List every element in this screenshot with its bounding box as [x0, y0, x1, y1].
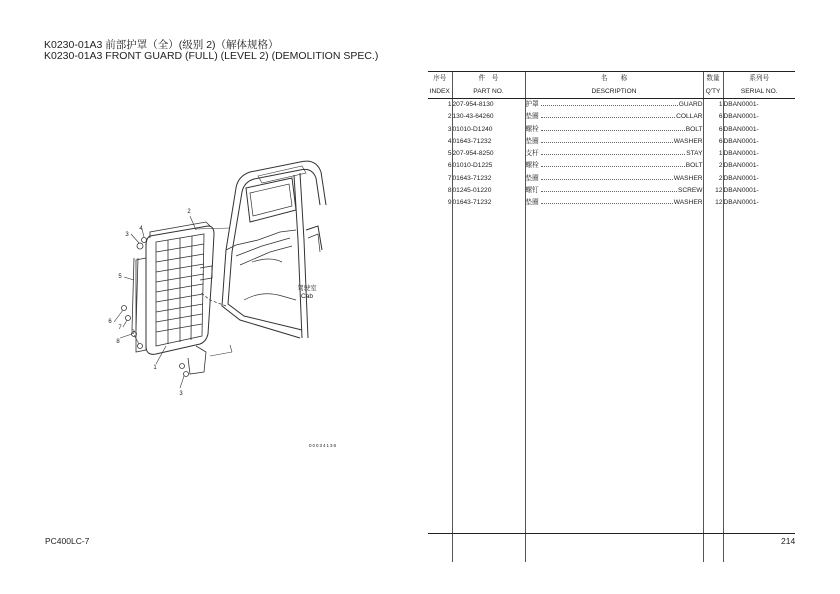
row-part-no: 01643-71232 — [452, 136, 525, 148]
row-desc-en: WASHER — [673, 137, 703, 145]
col-header-desc-cn: 名 称 — [525, 72, 703, 86]
row-index: 3 — [447, 125, 452, 133]
row-description — [525, 185, 703, 197]
row-serial: DBAN0001- — [723, 124, 795, 136]
row-desc-en: SCREW — [677, 187, 703, 195]
row-part-no: 01010-D1240 — [452, 124, 525, 136]
row-description — [525, 160, 703, 172]
front-guard — [136, 222, 214, 374]
row-desc-cn: 垫圈 — [525, 137, 539, 145]
row-qty: 12 — [703, 185, 723, 197]
row-desc-cn: 螺栓 — [525, 162, 539, 170]
page-number: 214 — [781, 536, 796, 546]
row-desc-cn: 支杆 — [525, 150, 539, 158]
row-index: 4 — [447, 137, 452, 145]
row-qty: 1 — [703, 148, 723, 160]
row-index: 8 — [447, 187, 452, 195]
row-desc-en: WASHER — [673, 199, 703, 207]
table-row — [428, 185, 795, 197]
row-part-no: 207-954-8250 — [452, 148, 525, 160]
row-desc-en: GUARD — [678, 101, 703, 108]
row-desc-en: STAY — [686, 150, 703, 158]
row-desc-en: BOLT — [685, 162, 703, 170]
row-desc-cn: 护罩 — [525, 101, 539, 108]
row-part-no: 01643-71232 — [452, 173, 525, 185]
cab-label-en: Cab — [301, 293, 313, 300]
col-header-qty-cn: 数量 — [703, 72, 723, 86]
row-description — [525, 99, 703, 112]
parts-diagram — [100, 160, 360, 460]
row-desc-en: BOLT — [685, 125, 703, 133]
row-desc-en: COLLAR — [676, 113, 703, 121]
row-serial: DBAN0001- — [723, 185, 795, 197]
row-desc-cn: 垫圈 — [525, 113, 539, 121]
row-part-no: 01010-D1225 — [452, 160, 525, 172]
row-description — [525, 111, 703, 123]
callout-3: 3 — [125, 232, 129, 238]
leader-dots — [541, 203, 673, 204]
callout-1: 1 — [153, 365, 157, 371]
leader-dots — [541, 105, 678, 106]
row-qty: 1 — [703, 99, 723, 112]
col-header-index-cn: 序号 — [428, 72, 452, 86]
page-title-cn: K0230-01A3 前部护罩（全）(级别 2)（解体规格） — [44, 39, 279, 51]
col-header-qty: Q'TY — [703, 85, 723, 99]
row-qty: 6 — [703, 124, 723, 136]
callout-7: 7 — [118, 325, 122, 331]
row-desc-cn: 螺栓 — [525, 125, 539, 133]
row-serial: DBAN0001- — [723, 197, 795, 209]
row-index: 7 — [447, 174, 452, 182]
row-index: 6 — [447, 162, 452, 170]
table-row — [428, 160, 795, 172]
row-qty: 12 — [703, 197, 723, 209]
callout-6: 6 — [108, 319, 112, 325]
col-header-partno: PART NO. — [452, 85, 525, 99]
table-row — [428, 99, 795, 112]
leader-dots — [541, 166, 685, 167]
row-desc-cn: 螺钉 — [525, 187, 539, 195]
leader-dots — [541, 154, 686, 155]
table-row — [428, 124, 795, 136]
callout-8: 8 — [116, 339, 120, 345]
row-serial: DBAN0001- — [723, 99, 795, 112]
table-row — [428, 197, 795, 209]
col-header-desc: DESCRIPTION — [525, 85, 703, 99]
row-serial: DBAN0001- — [723, 148, 795, 160]
row-description — [525, 173, 703, 185]
row-index: 9 — [447, 199, 452, 207]
leader-dots — [541, 130, 685, 131]
callout-2: 2 — [187, 209, 191, 215]
callout-4: 4 — [139, 226, 143, 232]
bottom-rule — [428, 533, 795, 534]
row-part-no: 01643-71232 — [452, 197, 525, 209]
row-part-no: 01245-01220 — [452, 185, 525, 197]
callout-9: 9 — [131, 330, 135, 336]
leader-dots — [541, 117, 675, 118]
leader-dots — [541, 142, 673, 143]
row-description — [525, 124, 703, 136]
cab-label-cn: 驾驶室 — [297, 285, 317, 292]
row-description — [525, 197, 703, 209]
row-description — [525, 136, 703, 148]
row-index: 2 — [447, 113, 452, 121]
row-part-no: 207-954-8130 — [452, 99, 525, 112]
cab-frame — [200, 161, 326, 338]
row-desc-cn: 垫圈 — [525, 199, 539, 207]
col-header-index: INDEX — [428, 85, 452, 99]
callout-5: 5 — [118, 274, 122, 280]
row-serial: DBAN0001- — [723, 160, 795, 172]
row-serial: DBAN0001- — [723, 173, 795, 185]
row-qty: 6 — [703, 136, 723, 148]
row-qty: 2 — [703, 160, 723, 172]
row-desc-cn: 垫圈 — [525, 174, 539, 182]
callout-3b: 3 — [179, 391, 183, 397]
row-qty: 6 — [703, 111, 723, 123]
parts-table — [428, 71, 795, 562]
col-header-serial-cn: 系列号 — [723, 72, 795, 86]
table-row — [428, 136, 795, 148]
row-index: 5 — [447, 150, 452, 158]
row-index: 1 — [447, 101, 452, 108]
row-part-no: 130-43-64260 — [452, 111, 525, 123]
row-serial: DBAN0001- — [723, 111, 795, 123]
leader-dots — [541, 191, 677, 192]
col-header-serial: SERIAL NO. — [723, 85, 795, 99]
row-desc-en: WASHER — [673, 174, 703, 182]
row-qty: 2 — [703, 173, 723, 185]
leader-dots — [541, 179, 673, 180]
row-description — [525, 148, 703, 160]
model-label: PC400LC-7 — [45, 536, 90, 546]
page-title-en: K0230-01A3 FRONT GUARD (FULL) (LEVEL 2) (DEMOLITION SPEC.) — [44, 50, 379, 62]
figure-code: 00034138 — [308, 443, 338, 448]
table-row — [428, 111, 795, 123]
col-header-partno-cn: 件 号 — [452, 72, 525, 86]
table-row — [428, 148, 795, 160]
table-row — [428, 173, 795, 185]
table-filler — [428, 210, 795, 562]
row-serial: DBAN0001- — [723, 136, 795, 148]
